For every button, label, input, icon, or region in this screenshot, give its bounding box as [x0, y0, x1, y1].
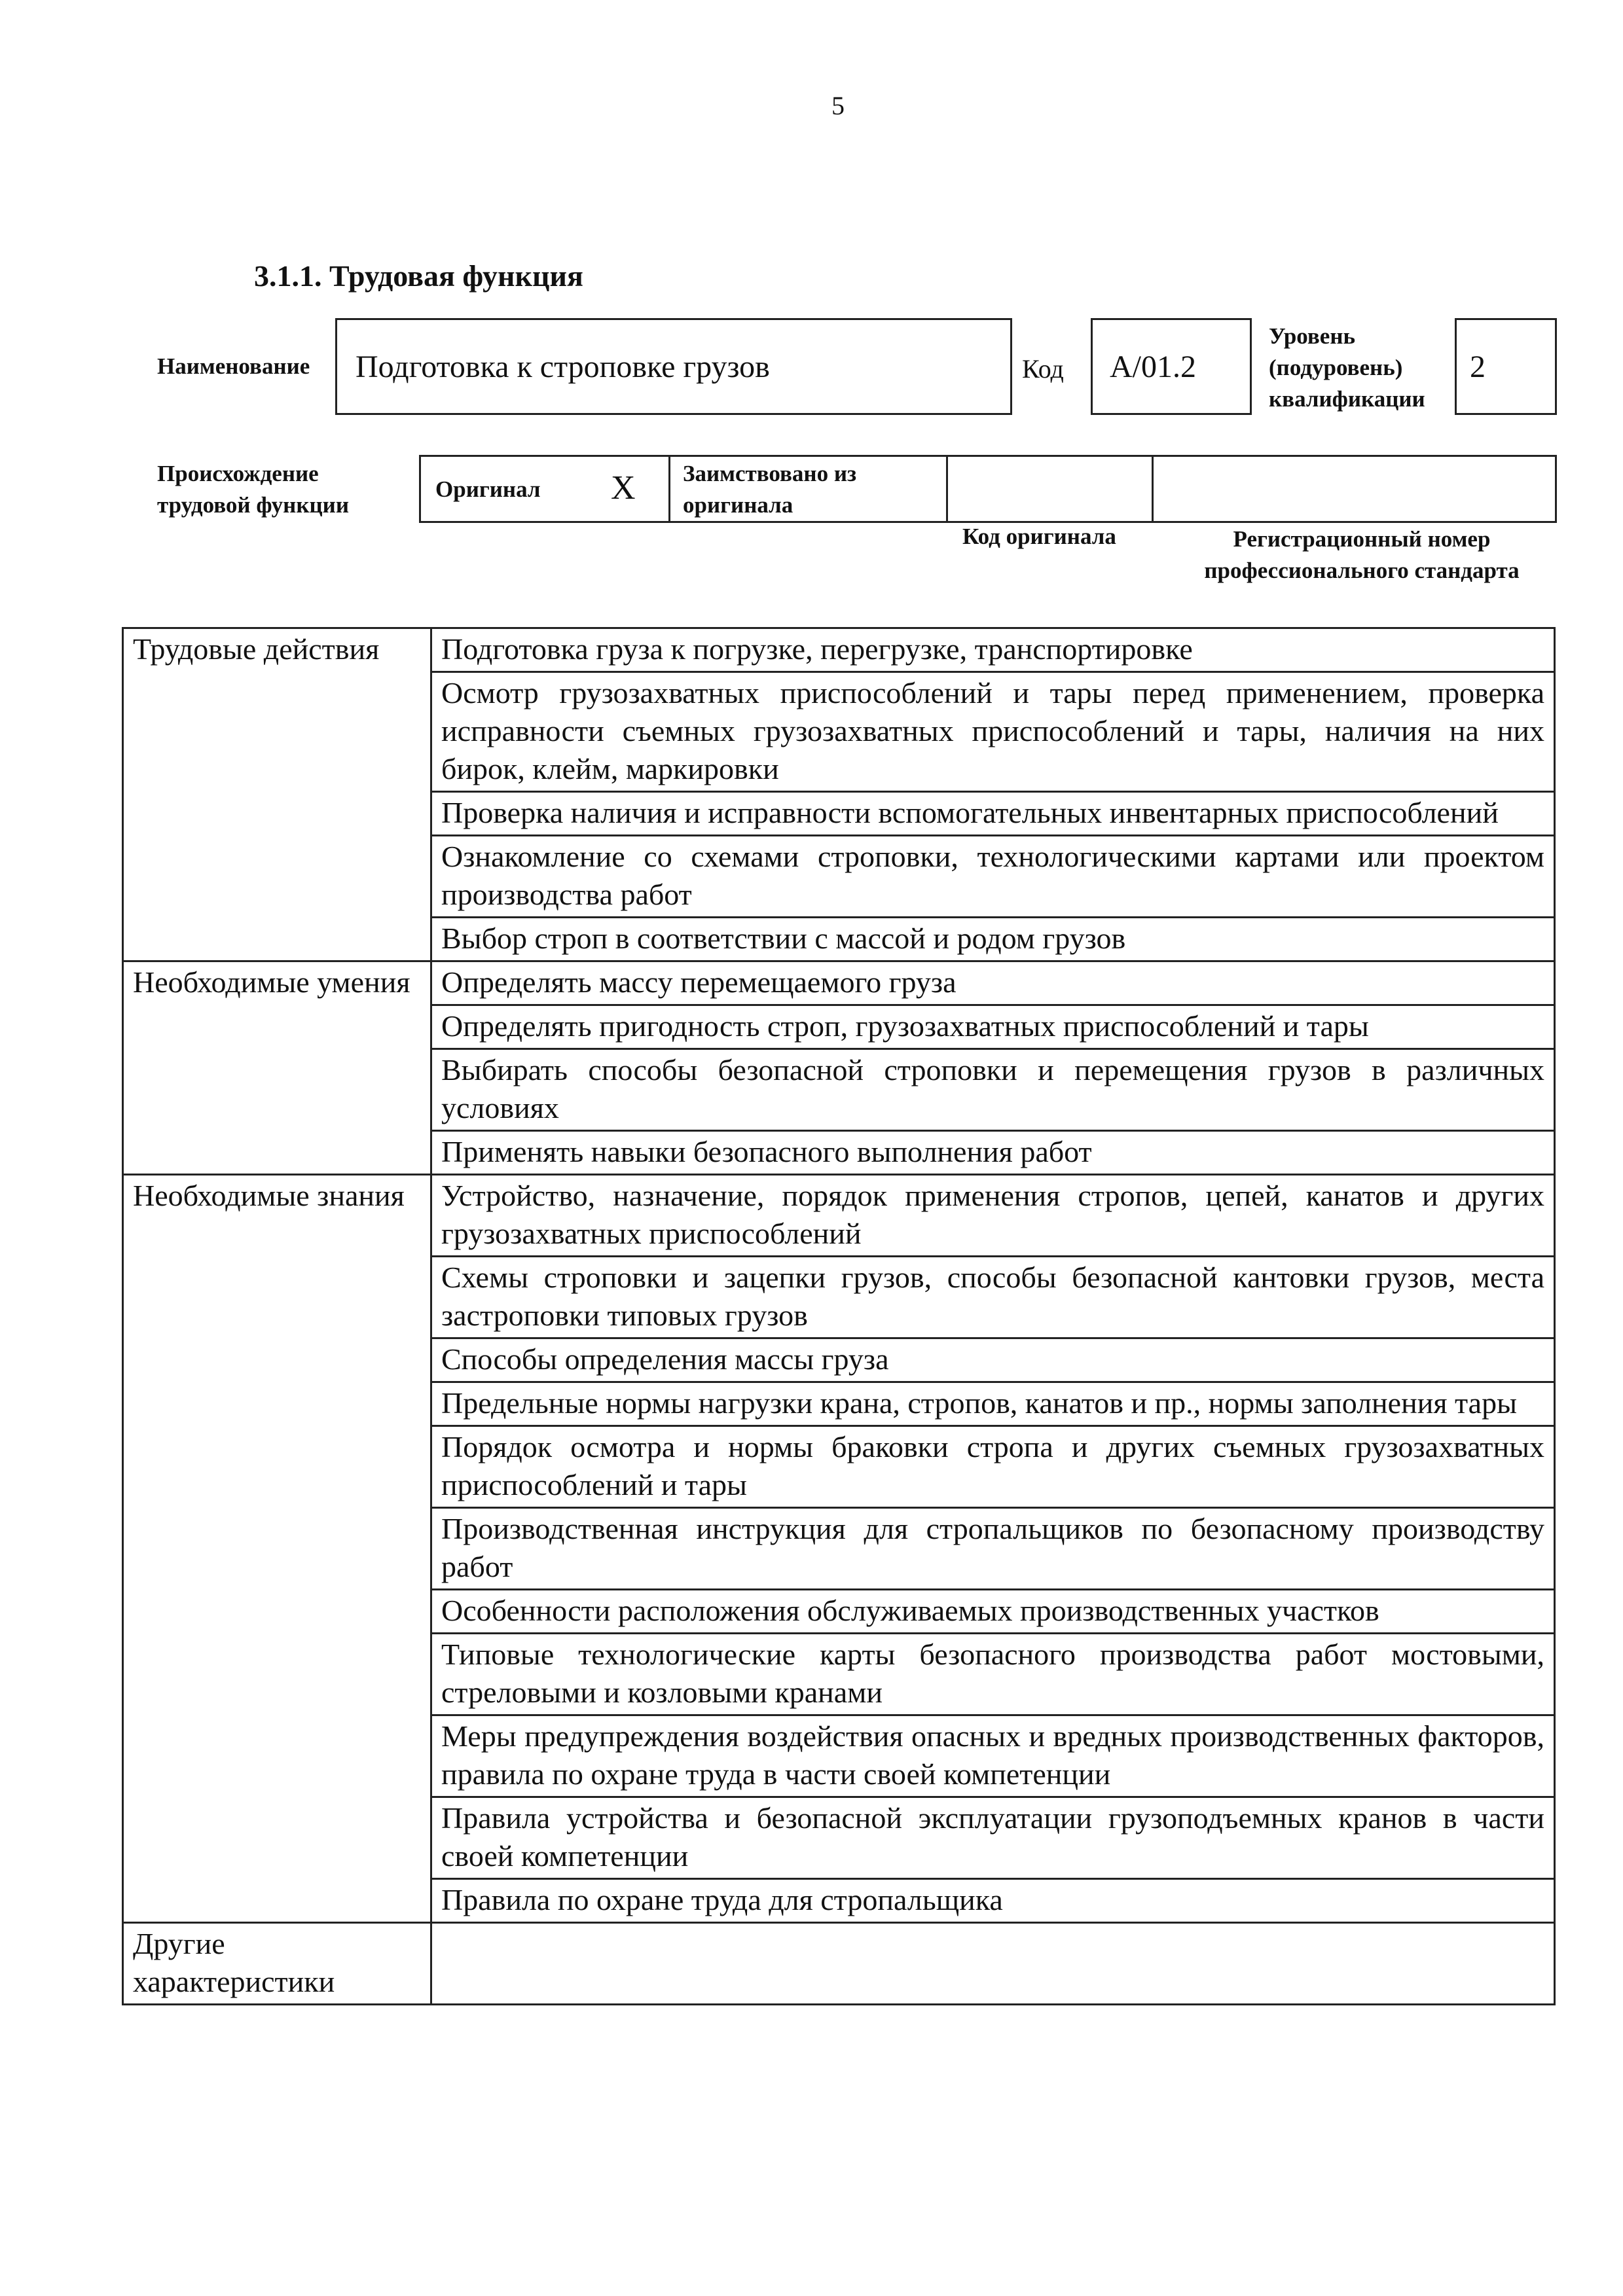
knowledge-item: Порядок осмотра и нормы браковки стропа и других съемных грузозахватных приспособлений и тары: [431, 1426, 1555, 1508]
level-box: [1455, 318, 1557, 415]
knowledge-item: Производственная инструкция для стропальщиков по безопасному производству работ: [431, 1508, 1555, 1590]
borrowed-label-line: Заимствовано из: [683, 461, 857, 486]
origin-label-line: трудовой функции: [157, 492, 350, 518]
actions-label: Трудовые действия: [123, 628, 431, 961]
knowledge-item: Устройство, назначение, порядок применения стропов, цепей, канатов и других грузозахватных приспособлений: [431, 1175, 1555, 1257]
code-original-caption: Код оригинала: [962, 524, 1116, 549]
action-item: Выбор строп в соответствии с массой и родом грузов: [431, 918, 1555, 961]
level-label-line: (подуровень): [1269, 355, 1403, 380]
origin-table: [419, 455, 1557, 523]
table-row: [123, 1923, 1555, 2005]
table-row: [123, 628, 1555, 672]
borrowed-label: [683, 458, 856, 521]
reg-caption-line: профессионального стандарта: [1204, 558, 1520, 583]
table-row: [123, 1175, 1555, 1257]
function-table: [122, 627, 1556, 2005]
reg-number-caption: [1178, 524, 1545, 586]
level-label: [1269, 321, 1425, 415]
name-value: Подготовка к строповке грузов: [356, 350, 770, 384]
name-box: [335, 318, 1012, 415]
action-item: Ознакомление со схемами строповки, технологическими картами или проектом производства работ: [431, 836, 1555, 918]
level-label-line: Уровень: [1269, 323, 1356, 349]
other-label: Другие характеристики: [123, 1923, 431, 2005]
knowledge-item: Типовые технологические карты безопасного производства работ мостовыми, стреловыми и козловыми кранами: [431, 1634, 1555, 1715]
other-value: [431, 1923, 1555, 2005]
knowledge-item: Схемы строповки и зацепки грузов, способы безопасной кантовки грузов, места застроповки типовых грузов: [431, 1257, 1555, 1338]
borrowed-label-line: оригинала: [683, 492, 793, 518]
knowledge-item: Меры предупреждения воздействия опасных и вредных производственных факторов, правила по охране труда в части своей компетенции: [431, 1715, 1555, 1797]
skill-item: Выбирать способы безопасной строповки и перемещения грузов в различных условиях: [431, 1049, 1555, 1131]
page-number: 5: [831, 91, 845, 120]
skills-label: Необходимые умения: [123, 961, 431, 1175]
knowledge-item: Предельные нормы нагрузки крана, стропов, канатов и пр., нормы заполнения тары: [431, 1382, 1555, 1426]
skill-item: Применять навыки безопасного выполнения работ: [431, 1131, 1555, 1175]
action-item: Проверка наличия и исправности вспомогательных инвентарных приспособлений: [431, 792, 1555, 836]
knowledge-item: Правила по охране труда для стропальщика: [431, 1879, 1555, 1923]
knowledge-label: Необходимые знания: [123, 1175, 431, 1923]
code-value: А/01.2: [1110, 350, 1196, 384]
code-label: Код: [1022, 354, 1064, 384]
skill-item: Определять пригодность строп, грузозахватных приспособлений и тары: [431, 1005, 1555, 1049]
level-label-line: квалификации: [1269, 386, 1425, 412]
table-row: [123, 961, 1555, 1005]
origin-label-line: Происхождение: [157, 461, 319, 486]
knowledge-item: Особенности расположения обслуживаемых производственных участков: [431, 1590, 1555, 1634]
action-item: Подготовка груза к погрузке, перегрузке, транспортировке: [431, 628, 1555, 672]
action-item: Осмотр грузозахватных приспособлений и тары перед применением, проверка исправности съемных грузозахватных приспособлений и тары, наличия на них бирок, клейм, маркировки: [431, 672, 1555, 792]
level-value: 2: [1470, 350, 1486, 384]
original-mark: X: [611, 469, 636, 507]
origin-label: [157, 458, 349, 521]
knowledge-item: Способы определения массы груза: [431, 1338, 1555, 1382]
knowledge-item: Правила устройства и безопасной эксплуатации грузоподъемных кранов в части своей компетенции: [431, 1797, 1555, 1879]
name-label: Наименование: [157, 353, 310, 379]
code-box: [1091, 318, 1252, 415]
section-title: 3.1.1. Трудовая функция: [254, 259, 583, 293]
original-label: Оригинал: [435, 476, 541, 502]
skill-item: Определять массу перемещаемого груза: [431, 961, 1555, 1005]
reg-caption-line: Регистрационный номер: [1233, 526, 1491, 552]
